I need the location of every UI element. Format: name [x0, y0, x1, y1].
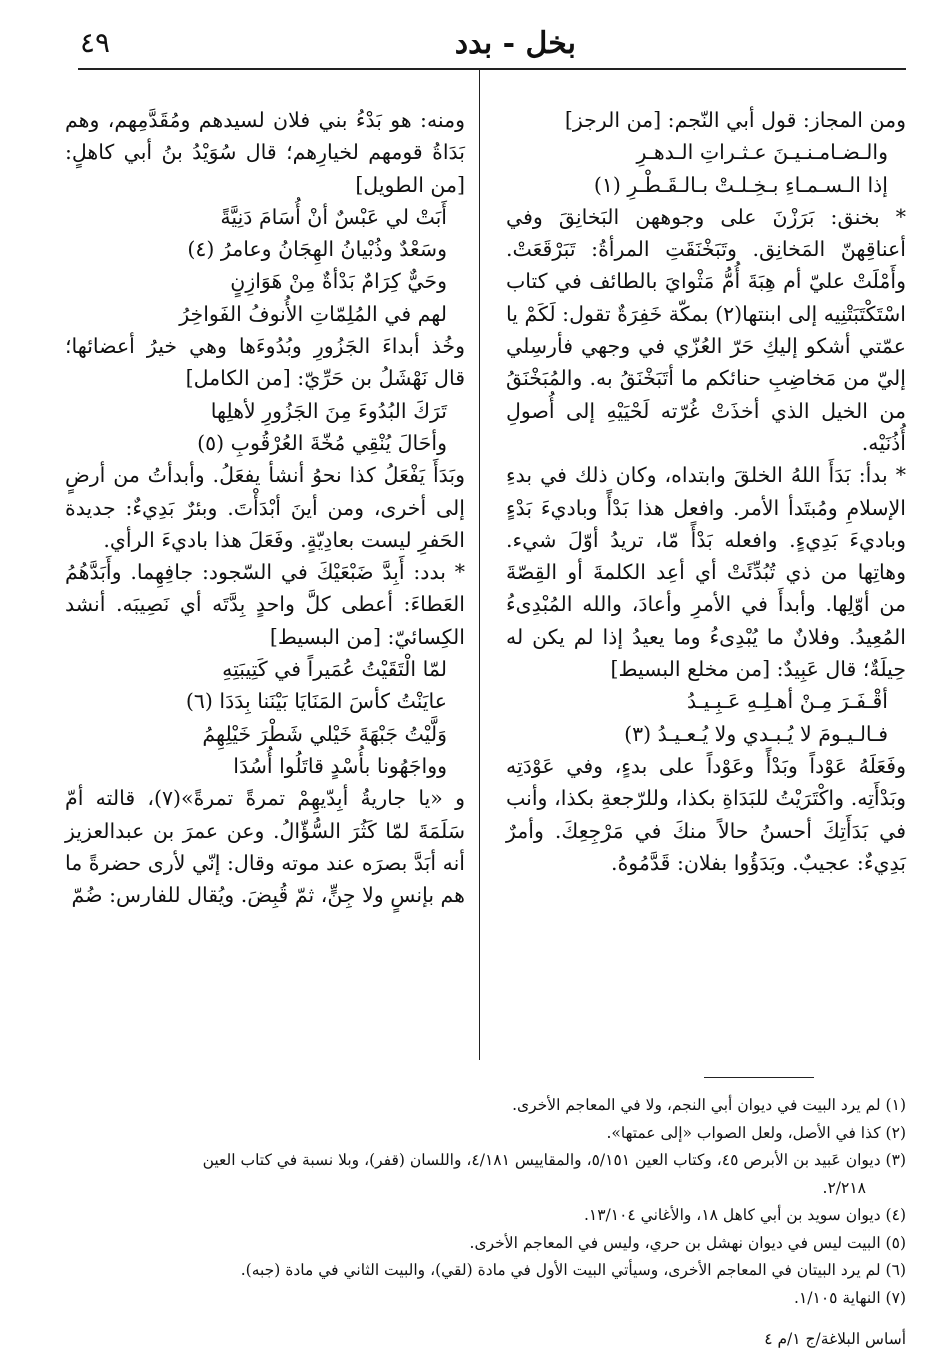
footnote: (٦) لم يرد البيتان في المعاجم الأخرى، وسيأتي البيت الأول في مادة (لقي)، والبيت الثاني في مادة (جبه).	[240, 1261, 906, 1279]
paragraph: ومنه: هو بَدْءُ بني فلان لسيدهم ومُقَدَّمِهم، وهم بَدَاةُ قومهم لخيارِهم؛ قال سُوَيْدُ بنُ أبي كاهلٍ: [من الطويل]	[58, 108, 465, 197]
paragraph: ومن المجاز: قول أبي النّجم: [من الرجز]	[564, 108, 906, 132]
entry-bada: * بدأ: بَدَأَ اللهُ الخلقَ وابتداه، وكان ذلك في بدءِ الإسلامِ ومُبتَدأ الأمر. وافعل هذا بَدْأً وباديءَ بَدْءٍ وباديءَ بَدِيءٍ. وافعله بَدْأً مّا، تريدُ أوّلَ شيء. وهاتِها من ذي تُبُدِّئَتْ أي أعِد الكلمةَ أو القِصّةَ من أوّلِها. وأبدأَ في الأمرِ وأعادَ، والله المُبْدِىءُ المُعِيدُ. وفلانٌ ما يُبْدِىءُ وما يعيدُ إذا لم يكن له حِيلَةٌ؛ قال عَبِيدٌ: [من مخلع البسيط]	[499, 463, 906, 682]
header-title: بخل - بدد	[454, 26, 576, 61]
footnote: (٣) ديوان عَبيد بن الأبرص ٤٥، وكتاب العين ٥/١٥١، والمقاييس ٤/١٨١، واللسان (قفر)، وبلا نسبة في كتاب العين	[202, 1151, 906, 1169]
footnote: (٧) النهاية ١/١٠٥.	[794, 1288, 906, 1307]
footnotes	[66, 1092, 906, 1312]
verse-line: وسَعْدٌ وذُبْيانُ الهِجَانُ وعامرُ (٤)	[187, 237, 447, 262]
paragraph: وبَدَأَ يَفْعَلُ كذا نحوُ أنشأ يفعَلُ. وأبدأتُ من أرضٍ إلى أخرى، ومن أينَ أبْدَأْتَ. وبئرٌ بَدِيءٌ: جديدة الحَفرِ ليست بعادِيّةٍ. وفَعَلَ هذا باديءَ الرأي.	[58, 463, 465, 552]
verse-line: وَلَّيْتُ جَبْهَةَ خَيْلي شَطْرَ خَيْلِهِمُ	[202, 721, 447, 746]
verse-line: إذا الـسـمـاءِ بـخِـلـتْ بـالـقَـطْـرِ (١)	[593, 172, 888, 197]
footnote-rule	[704, 1077, 814, 1078]
paragraph: و «يا جاريةُ أبِدّيهِمْ تمرةً تمرةً»(٧)، قالته أمّ سَلَمَةَ لمّا كَثُرَ السُّؤّالُ. وعن عمرَ بن عبدالعزيز أنه أبَدَّ بصرَه عند موته وقال: إنّي لأرى حضرةً ما هم بإنسٍ ولا جِنٍّ، ثمّ قُبِضَ. ويُقال للفارس: ضُمّ	[58, 786, 465, 908]
volume-signature: أساس البلاغة/ج ١/م ٤	[764, 1330, 906, 1348]
paragraph: وخُذ أبداءَ الجَزُورِ وبُدُوءَها وهي خيرُ أعضائها؛ قال نَهْشَلُ بن حَرِّيّ: [من الكامل]	[58, 334, 465, 391]
left-column	[58, 104, 465, 911]
verse-line: والـضـامـنـيـنَ عـثـراتِ الـدهـرِ	[636, 140, 888, 165]
column-divider	[479, 70, 480, 1060]
verse-line: تَرَكَ البُدُوءَ مِنَ الجَزُورِ لأهلِها	[210, 398, 447, 423]
verse-line: أَبَتْ لي عَبْسٌ أنْ أُسَامَ دَنِيَّةً	[220, 204, 447, 229]
verse-line: وأحَالَ يُنْقِي مُخّةَ العُرْقُوبِ (٥)	[197, 430, 447, 455]
verse-line: عايَنْتُ كأسَ المَنَايَا بَيْنَنا بِدَدَا (٦)	[185, 689, 447, 714]
page-header	[78, 22, 906, 70]
verse-line: لمّا الْتَقَيْتُ عُمَيراً في كَتِيبَتِهِ	[222, 657, 447, 682]
paragraph: وفَعَلَهُ عَوْداً وبَدْأً وعَوْداً على بدءٍ، وفي عَوْدَتِه وبَدْأَتِه. واكْتَرَيْتُ للبَدَاةِ بكذا، وللرّجعةِ بكذا، وأنب في بَدَأَتِكَ أحسنُ حالاً منكَ في مَرْجِعِكَ. وأمرٌ بَدِيءٌ: عجيبٌ. وبَدَؤُوا بفلان: قَدَّمُوهُ.	[499, 753, 906, 875]
verse-line: لهم في المُلِمّاتِ الأُنوفُ الفَواخِرُ	[179, 301, 447, 326]
entry-bakhnaq: * بخنق: بَرَزْنَ على وجوههن البَخانِقَ وفي أعناقِهنّ المَخانِق. وتَبَخْنَقَتِ المرأةُ: تَبَرْقَعَتْ. وأَمْلَتْ عليّ أم هِبَةَ أُمُّ مَثْوايَ بالطائف في كتاب اسْتَكْتَبَتْنِيه إلى ابنتها(٢) بمكّة خَفِرَةٌ تقول: لَكَمْ يا عمّتي أشكو إليكِ حَرّ العُزّي في وجهي فأرسِلي إليّ من مَخاضِبِ حنائكم ما أتَبَخْنَقُ به. والمُبَخْنَقُ من الخيل الذي أخذَتْ غُرّته لَحْيَيْهِ إلى أُصولِ أُذُنَيْه.	[499, 204, 906, 455]
footnote: (٢) كذا في الأصل، ولعل الصواب «إلى عمتها».	[606, 1123, 906, 1142]
verse-line: أقْـفَـرَ مِـنْ أهـلِـهِ عَـبِـيـدُ	[686, 689, 888, 714]
footnote: (١) لم يرد البيت في ديوان أبي النجم، ولا في المعاجم الأخرى.	[512, 1096, 906, 1114]
page-number: ٤٩	[80, 26, 111, 59]
footnote-continuation: ٢/٢١٨.	[822, 1178, 866, 1197]
verse-line: فـالـيـومَ لا يُـبـدي ولا يُـعـيـدُ (٣)	[624, 721, 888, 746]
verse-line: وحَيٌّ كِرَامٌ بَدْأةٌ مِنْ هَوَازِنٍ	[230, 269, 447, 294]
entry-badad: * بدد: أَبِدَّ ضَبْعَيْكَ في السّجود: جافِهِما. وأَبَدَّهُمُ العَطاءَ: أعطى كلَّ واحدٍ بِدَّتَه أي نَصِيبَه. أنشد الكِسائيّ: [من البسيط]	[58, 560, 465, 649]
footnote: (٥) البيت ليس في ديوان نهشل بن حري، وليس في المعاجم الأخرى.	[469, 1233, 906, 1252]
footnote: (٤) ديوان سويد بن أبي كاهل ١٨، والأغاني ١٣/١٠٤.	[583, 1206, 906, 1224]
verse-line: وواجَهُونا بأُسْدٍ قاتَلُوا أُسُدَا	[233, 753, 447, 778]
right-column	[499, 104, 906, 879]
